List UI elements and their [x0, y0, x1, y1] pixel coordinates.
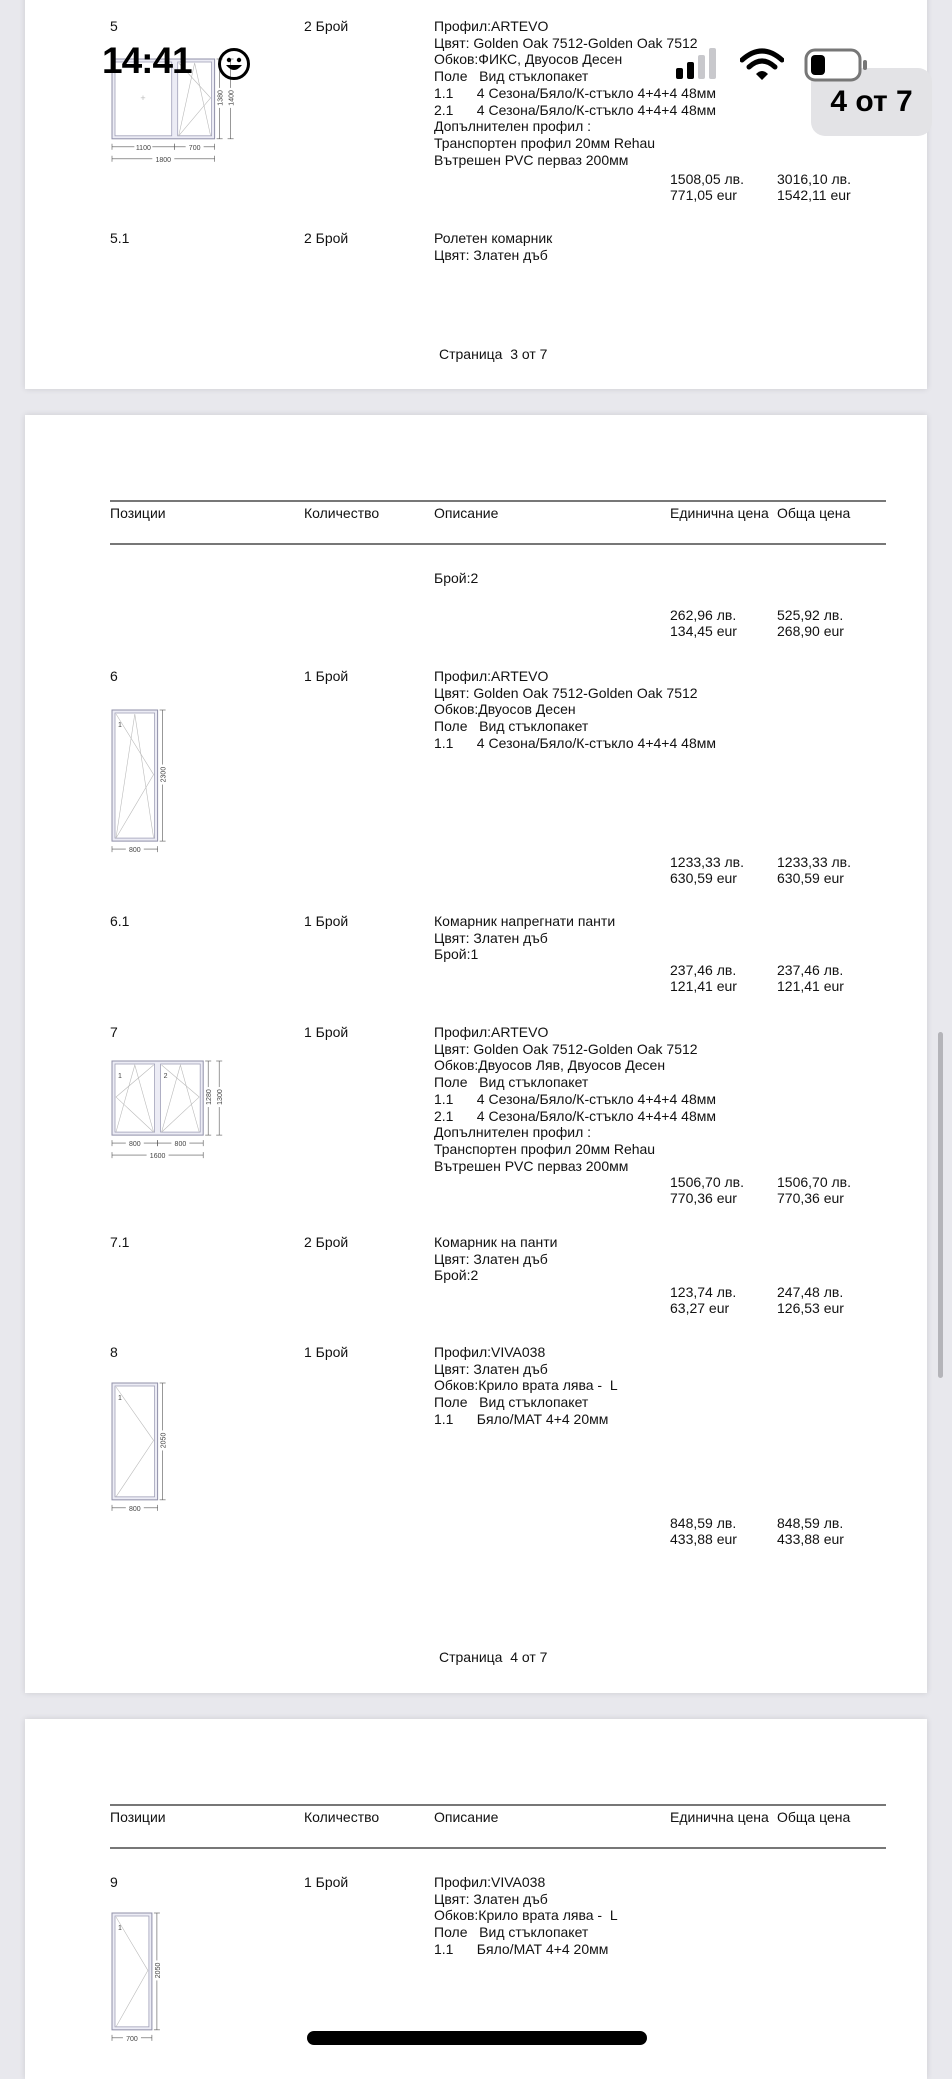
unit-price: 1508,05 лв. — [670, 171, 744, 187]
description-line: 1.1 Бяло/МАТ 4+4 20мм — [434, 1940, 609, 1957]
item-position: 6.1 — [110, 913, 130, 929]
item-quantity: 2 Брой — [304, 230, 349, 246]
description-line: Комарник на панти — [434, 1234, 558, 1250]
description-line: Профил:VIVA038 — [434, 1344, 546, 1360]
signal-icon — [676, 48, 722, 80]
column-header-description: Описание — [434, 505, 499, 521]
dimension-label: 800 — [174, 1141, 187, 1149]
description-line: Цвят: Golden Oak 7512-Golden Oak 7512 — [434, 34, 698, 51]
unit-price: 771,05 eur — [670, 187, 737, 203]
description-line: Ролетен комарник — [434, 230, 553, 246]
item-quantity: 1 Брой — [304, 668, 349, 684]
dimension-label: 700 — [188, 144, 201, 152]
total-price: 247,48 лв. — [777, 1284, 844, 1300]
pane-number: 1 — [118, 1073, 122, 1080]
window-drawing — [111, 1382, 176, 1515]
pane-number: 1 — [118, 722, 122, 729]
dimension-label: 800 — [128, 1141, 141, 1149]
item-description — [434, 230, 552, 263]
description-line: Цвят: Златен дъб — [434, 1890, 548, 1907]
item-quantity: 1 Брой — [304, 913, 349, 929]
item-position: 8 — [110, 1344, 118, 1360]
description-line: Допълнителен профил : — [434, 118, 592, 135]
description-line: Цвят: Golden Oak 7512-Golden Oak 7512 — [434, 684, 698, 701]
total-price: 433,88 eur — [777, 1531, 844, 1547]
description-line: Цвят: Golden Oak 7512-Golden Oak 7512 — [434, 1040, 698, 1057]
item-description — [434, 1874, 618, 1958]
table-divider — [110, 500, 886, 502]
total-price: 1542,11 eur — [777, 187, 851, 203]
total-price: 1233,33 лв. — [777, 854, 851, 870]
unit-price: 630,59 eur — [670, 870, 737, 886]
page-indicator: 4 от 7 — [811, 68, 932, 136]
column-header-positions: Позиции — [110, 1809, 166, 1825]
item-quantity: 2 Брой — [304, 1234, 349, 1250]
description-line: Обков:Двуосов Десен — [434, 701, 576, 718]
description-line: 2.1 4 Сезона/Бяло/К-стъкло 4+4+4 48мм — [434, 101, 716, 118]
dimension-label: 1100 — [135, 144, 151, 152]
column-header-unit-price: Единична цена — [670, 505, 769, 521]
home-indicator[interactable] — [307, 2031, 647, 2045]
description-line: Поле Вид стъклопакет — [434, 1074, 589, 1091]
dimension-label: 1400 — [228, 90, 236, 106]
description-line: Обков:ФИКС, Двуосов Десен — [434, 51, 623, 68]
item-quantity: 1 Брой — [304, 1344, 349, 1360]
unit-price: 262,96 лв. — [670, 607, 737, 623]
description-line: 2.1 4 Сезона/Бяло/К-стъкло 4+4+4 48мм — [434, 1107, 716, 1124]
battery-icon — [804, 47, 870, 83]
total-price: 3016,10 лв. — [777, 171, 851, 187]
status-time: 14:41 — [102, 40, 192, 81]
page-footer: Страница 3 от 7 — [439, 346, 548, 362]
pane-number: 1 — [118, 1395, 122, 1402]
unit-price: 1233,33 лв. — [670, 854, 744, 870]
item-description — [434, 913, 615, 963]
pane-number: 2 — [163, 1073, 168, 1080]
description-line: Профил:ARTEVO — [434, 668, 549, 684]
wifi-icon — [740, 48, 784, 82]
unit-price: 121,41 eur — [670, 978, 737, 994]
item-description — [434, 18, 716, 168]
dimension-label: 1800 — [155, 156, 172, 164]
item-position: 5 — [110, 18, 118, 34]
description-line: Цвят: Златен дъб — [434, 1250, 548, 1267]
unit-price: 134,45 eur — [670, 623, 737, 639]
item-description — [434, 1234, 557, 1284]
description-line: Транспортен профил 20мм Rehau — [434, 134, 656, 151]
dimension-label: 2050 — [160, 1432, 168, 1449]
total-price: 1506,70 лв. — [777, 1174, 851, 1190]
description-line: Поле Вид стъклопакет — [434, 1394, 589, 1411]
column-header-total-price: Обща цена — [777, 1809, 851, 1825]
dimension-label: 2050 — [154, 1962, 162, 1979]
table-divider — [110, 1847, 886, 1849]
description-line: Обков:Двуосов Ляв, Двуосов Десен — [434, 1057, 666, 1074]
unit-price: 1506,70 лв. — [670, 1174, 744, 1190]
item-position: 6 — [110, 668, 118, 684]
description-line: Брой:2 — [434, 570, 479, 586]
total-price: 237,46 лв. — [777, 962, 844, 978]
window-drawing — [111, 1912, 170, 2045]
dimension-label: 800 — [128, 1505, 141, 1513]
dimension-label: 1380 — [217, 90, 225, 106]
description-line: Поле Вид стъклопакет — [434, 718, 589, 735]
description-line: 1.1 4 Сезона/Бяло/К-стъкло 4+4+4 48мм — [434, 1090, 716, 1107]
total-price: 268,90 eur — [777, 623, 844, 639]
unit-price: 123,74 лв. — [670, 1284, 737, 1300]
description-line: Брой:2 — [434, 1267, 479, 1284]
dimension-label: 700 — [126, 2035, 138, 2043]
smiley-icon — [217, 47, 251, 81]
item-position: 7.1 — [110, 1234, 130, 1250]
description-line: Цвят: Златен дъб — [434, 929, 548, 946]
table-divider — [110, 1804, 886, 1806]
item-description — [434, 1024, 716, 1174]
description-line: Профил:ARTEVO — [434, 18, 549, 34]
dimension-label: 1600 — [149, 1153, 166, 1161]
column-header-description: Описание — [434, 1809, 499, 1825]
dimension-label: 1280 — [206, 1089, 214, 1105]
scrollbar[interactable] — [938, 1032, 943, 1378]
column-header-total-price: Обща цена — [777, 505, 851, 521]
description-line: Брой:1 — [434, 946, 479, 963]
description-line: Вътрешен PVC перваз 200мм — [434, 1157, 629, 1174]
description-line: Цвят: Златен дъб — [434, 1360, 548, 1377]
description-line: Профил:VIVA038 — [434, 1874, 546, 1890]
total-price: 121,41 eur — [777, 978, 844, 994]
dimension-label: 2300 — [160, 766, 168, 783]
column-header-quantity: Количество — [304, 1809, 380, 1825]
description-line: 1.1 4 Сезона/Бяло/К-стъкло 4+4+4 48мм — [434, 84, 716, 101]
total-price: 630,59 eur — [777, 870, 844, 886]
column-header-positions: Позиции — [110, 505, 166, 521]
item-quantity: 2 Брой — [304, 18, 349, 34]
unit-price: 63,27 eur — [670, 1300, 730, 1316]
total-price: 126,53 eur — [777, 1300, 844, 1316]
description-line: Обков:Крило врата лява - L — [434, 1377, 618, 1394]
total-price: 770,36 eur — [777, 1190, 844, 1206]
item-position: 5.1 — [110, 230, 130, 246]
total-price: 848,59 лв. — [777, 1515, 844, 1531]
description-line: Профил:ARTEVO — [434, 1024, 549, 1040]
description-line: 1.1 Бяло/МАТ 4+4 20мм — [434, 1410, 609, 1427]
column-header-quantity: Количество — [304, 505, 380, 521]
total-price: 525,92 лв. — [777, 607, 844, 623]
window-drawing — [111, 1060, 232, 1162]
description-line: Обков:Крило врата лява - L — [434, 1907, 618, 1924]
description-line: Поле Вид стъклопакет — [434, 1924, 589, 1941]
item-position: 9 — [110, 1874, 118, 1890]
pane-number: 1 — [118, 1925, 122, 1932]
window-drawing — [111, 709, 176, 856]
description-line: Цвят: Златен дъб — [434, 246, 548, 263]
table-divider — [110, 543, 886, 545]
description-line: Поле Вид стъклопакет — [434, 68, 589, 85]
item-description — [434, 570, 478, 587]
unit-price: 237,46 лв. — [670, 962, 737, 978]
dimension-label: 1300 — [217, 1089, 225, 1105]
description-line: Вътрешен PVC перваз 200мм — [434, 151, 629, 168]
description-line: 1.1 4 Сезона/Бяло/К-стъкло 4+4+4 48мм — [434, 734, 716, 751]
column-header-unit-price: Единична цена — [670, 1809, 769, 1825]
item-position: 7 — [110, 1024, 118, 1040]
item-description — [434, 668, 716, 752]
description-line: Комарник напрегнати панти — [434, 913, 616, 929]
description-line: Транспортен профил 20мм Rehau — [434, 1140, 656, 1157]
unit-price: 433,88 eur — [670, 1531, 737, 1547]
unit-price: 770,36 eur — [670, 1190, 737, 1206]
dimension-label: 800 — [128, 847, 141, 855]
item-quantity: 1 Брой — [304, 1024, 349, 1040]
page-footer: Страница 4 от 7 — [439, 1649, 548, 1665]
svg-text:+: + — [140, 92, 146, 103]
item-description — [434, 1344, 618, 1428]
description-line: Допълнителен профил : — [434, 1124, 592, 1141]
unit-price: 848,59 лв. — [670, 1515, 737, 1531]
item-quantity: 1 Брой — [304, 1874, 349, 1890]
